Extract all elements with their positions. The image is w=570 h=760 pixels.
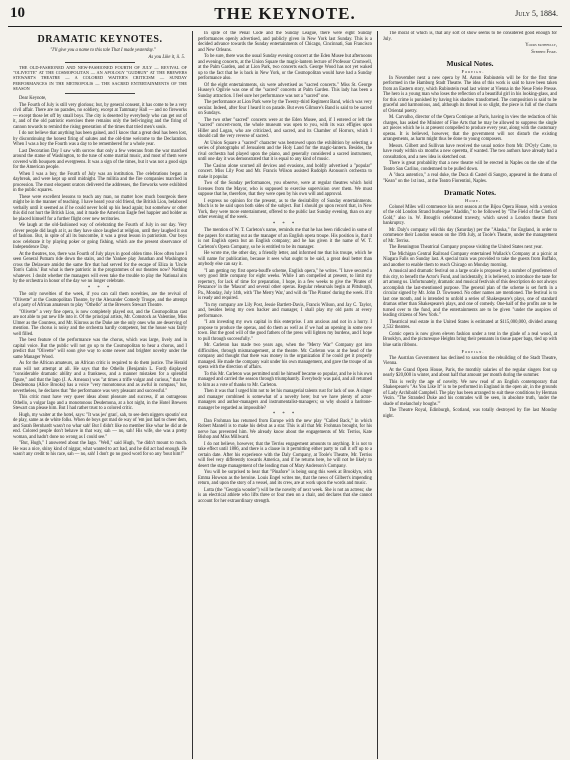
paragraph: The only novelties of the week, if you can call them novelties, are the revival of "Olivette" at the Cosmopolitan Theatre, by the Alexander Comedy Troupe, and the attempt of a party of African amateurs to play "Othello" at the Brewers Stewart Theatre. xyxy=(13,292,187,309)
paragraph: I do not believe that anything has been gained, and I know that a great deal has been lost, by discontinuing the honest firing of salutes and the old-time welcome to the Declaration. When I was a boy the Fourth was a day to be remembered for a whole year. xyxy=(13,131,187,148)
paragraph: The Fourth of July is still very glorious; but, by general consent, it has come to be a very civil affair. There are no parades, no soldiery, except at Tammany Hall — and no fireworks — except those let off by small boys. The city is deserted by everybody who can get out of it, and of the old patriotic exercises there remains only the bell-ringing and the firing of cannon towards to remind the rising generation of the times that tried men's souls. xyxy=(13,102,187,130)
columns xyxy=(8,31,562,759)
paragraph: "But, Hugh," I answered about the Iago. "Well," said Hugh, "he didn't mount to much. He was a nice, shiny kind of niggar, what wanted to act bad, and he did act bad enough. He wasn't any credit to his race, sah — no, sah! I don't go no good word for so any 'bout him!" xyxy=(13,441,187,458)
paragraph: Last Decoration Day I saw with sorrow that only a few veterans from the war marched around the statue of Washington, to the tune of some martial music, and most of them were covered with bouquets and evergreens. It was a sign of the times, but it was not a good sign for the American people. xyxy=(13,148,187,171)
section-heading-dramatic: Dramatic Notes. xyxy=(443,188,497,197)
paragraph: At the Grand Opera House, Paris, the monthly salaries of the regular singers foot up nearly $20,000 in winter, and about half that amount per month during the summer. xyxy=(383,367,557,378)
paragraph: I do not believe, however, that the Terriss engagement amounts to anything. It is not to take effect until 1886, and there is a clause in it permitting either party to call it off up to a certain date. After his experience with the Daly Company, at Toole's Theatre, Mr. Terriss will feel very differently towards America, and if he returns here, he will not be likely to desert the stage management of the leading man of Mary Anderson's Company. xyxy=(198,441,372,469)
paragraph: In spite of the Penal Code and the Sunday League, there were eight Sunday performances openly advertised, and publicly given in New York last Sunday. This is a decided advance towards the Sunday entertainments of Chicago, Cincinnati, San Francisco and New Orleans. xyxy=(198,31,372,53)
subsection-home: Home. xyxy=(464,198,482,203)
paragraph: "Olivette" a very fine opera, is now completely played out, and the Cosmopolitan cast are not able to put new life into it. Of the principal artists, Mr. Comstock as Valentine, Miss Ulmer as the Countess, and Mr. Kinross as the Duke are the only ones who are deserving of mention. The chorus is noisy and the orchestra hardly competent, but the house was fairly well filled. xyxy=(13,309,187,337)
paragraph: Two of the Sunday performances, you observe, were at regular theatres which hold licenses from the Mayor, who is supposed to exercise supervision over them. We must suppose that he, therefore, that they were open by his own will and approval. xyxy=(198,181,372,197)
paragraph: There is great probability that a new theatre will be erected in Naples on the site of the Teatro San Carlino, condemned to be pulled down. xyxy=(383,161,557,172)
paragraph: We laugh at the old-fashioned way of celebrating the Fourth of July in our day. Very clever people did laugh at it, as they have since laughed at religion, until they laughed it out of fashion. But, in spite of all its buncombe, it was a great lesson in patriotism. Our boys now celebrate it by playing poker or going fishing, which are the present observance of Independence Day. xyxy=(13,223,187,251)
paragraph: The Theatre Royal, Edinburgh, Scotland, was totally destroyed by fire last Monday night. xyxy=(383,408,557,419)
paragraph: Dan Frohman has returned from Europe with the new play "Called Back," in which Robert Mantell is to make his debut as a star. This is all that Mr. Frohman brought, for his nerve has prevented him. We already know about the engagements of Mr. Terriss, Kate Bishop and Miss Millward. xyxy=(198,418,372,440)
paragraph: This critic must have very queer ideas about pleasure and success, if an outrageous Othello, a vulgar Iago and a monotonous Desdemona, at a hot night, in the Hotel Brewers Stewart can please him. But I had rather trust to a colored critic. xyxy=(13,395,187,412)
paragraph: Hugh, my waiter at the hotel, says: "It was jes' gran', sah, to see dem niggers spoutin' out de play, same as de white folks. When de boys got mad de way of 'em just had to cheer dem, and Sarah Bernhardt wasn't no whar sah! But I didn't like no member like whar he did at de end. Colored people don't behave in that way, sah — no, sah! His wife, she was a pretty woman, and hadn't done no wrong as I could see." xyxy=(13,412,187,440)
paragraph: You will be surprised to hear that "Pinafore" is being sung this week at Brooklyn, with Emma Howson as the heroine. Louis Engel writes me, that the news of Gilbert's impending return, and upon the story of a vessel, and its crew, are at work upon the words and music. xyxy=(198,470,372,486)
paragraph: Comic opera is now given eleven fashion under a tent in the glade of a real wood, at Brooklyn, and the picturesque Heights bring their pennants in tissue paper bags, tied up with blue satin ribbons. xyxy=(383,331,557,348)
subsection-foreign: Foreign. xyxy=(461,349,485,354)
paragraph: Mr. Carleton has made two years ago, when the "Merry War" Company got into difficulties, through mismanagement, at the theatre. Mr. Carleton was at the head of the company and thought that there was money in the organization if he could get it properly managed. He made the company wait under his own management, and gave the troupe of an opera with the direction of affairs. xyxy=(198,343,372,370)
paragraph: The Casino alone scorned all devices and evasions, and boldly advertised a "popular" concert. Miss Lily Post and Mr. Francis Wilson assisted Rudolph Aronson's orchestra to make it popular. xyxy=(198,163,372,180)
paragraph: The moral of which is, that any sort of show seems to be considered good enough for July. xyxy=(383,31,557,42)
star-separator: * * * xyxy=(272,412,298,417)
epigraph-attribution: As you Like it, ii. 5. xyxy=(148,54,185,60)
page-number: 10 xyxy=(10,5,25,21)
paragraph: Mr. Daly's company will this day (Saturday) per the "Alaska," for England, in order to commence their London season on the 19th July, at Toole's Theatre, under the management of Mr. Terriss. xyxy=(383,227,557,244)
paragraph: Then it was that I urged him not to let his managerial talents rust for lack of use. A singer and manager combined is somewhat of a novelty here; but we have plenty of actor-managers and author-managers and instrumentalist-managers; so why should a baritone-manager be regarded as impossible? xyxy=(198,389,372,411)
paragraph: "In my company are Lily Post, Jessie Bartlett-Davis, Francis Wilson, and Jay C. Taylor, and, besides being my own backer and manager, I shall play my old parts at every performance. xyxy=(198,302,372,319)
paragraph: Lotta (the "Georgia wonder") will be the novelty of next week. She is not an actress; she is an electrical athlete who lifts three or four men on a chair, and declares that she cannot account for her extraordinary strength. xyxy=(198,487,372,504)
column-1 xyxy=(8,31,192,759)
signoff-author: Stephen Fiske. xyxy=(531,49,557,55)
paper-title: THE KEYNOTE. xyxy=(214,4,356,23)
section-heading-musical: Musical Notes. xyxy=(446,59,494,68)
paragraph: "I am investing my own capital in this enterprise. I am anxious and not in a hurry. I propose to produce the operas, and do them as well as if we had an opening in some new town. But the good will of the good fathers of the press will lighten my burdens, and I hope to pull through successfully." xyxy=(198,320,372,342)
epigraph: "I'll give you a name to this tale That I made yesterday." xyxy=(50,48,156,53)
paragraph: "I am getting my first opera-bouffe scheme, English opera," he writes. "I have secured a very good little company for eight weeks. While I am compelled at present, to limit my repertory, for lack of time for preparation, I hope, in a few weeks to give the 'Pirates of Penzance' in the 'Mascot' and several other operas. Regular rehearsals begin at Pittsburgh, Pa., Monday, July 14th, with 'The Merry War,' and will do 'The Pirates' during the week. If it is ready and required. xyxy=(198,268,372,301)
paragraph: When I was a boy, the Fourth of July was an institution. The celebrations began at daybreak, and were kept up until midnight. The militia and the fire companies marched in procession. The most eloquent orators delivered the addresses, the fireworks were exhibited in the public squares. xyxy=(13,171,187,194)
paragraph: The Michigan Central Railroad Company entertained Wallack's Company at a picnic at Niagara Falls on Sunday last. A special train was provided to take the guests from Buffalo, and another to enable them to reach Chicago on Monday morning. xyxy=(383,251,557,268)
paragraph: The performance at Lion Park were by the Twenty-third Regiment Band, which was very secular. Indeed, after four I heard it on parade. But even Gilmore's Band is said to be sacred on Sundays. xyxy=(198,100,372,116)
paragraph: Of the eight entertainments, six were advertised as "sacred concerts." Miss St. George Hussey's Ogilvie was one of the "sacred" concerts at Palm Garden. This lady has been a Sunday attraction. I feel sure her performance was not a "sacred" one. xyxy=(198,82,372,99)
paragraph: The Bennington Theatrical Company propose visiting the United States next year. xyxy=(389,245,543,250)
paragraph: The best feature of the performance was the chorus, which was large, lively and in capital voice. But the public will not go up to the Cosmopolitan to hear a chorus, and I predict that "Olivette" will soon give way to some newer and brighter novelty under the same Manager Wood. xyxy=(13,338,187,360)
paragraph: In November next a new opera by M. Anton Rubinstein will be for the first time performed in the Hamburg Stadt Theatre. The idea of this work is said to have been taken from an Eastern story, which Rubinstein read last winter at Vienna in the Neue Freie Presse. The hero is a young man who loses the reflection of a beautiful girl in his looking-glass, and for this crime is punished by having his shadow transformed. The composition is said to be graceful and harmonious, and, although its thread is so slight, the piece is full of the charm of Oriental poetry. xyxy=(383,75,557,114)
masthead xyxy=(8,4,562,27)
paragraph: The mention of W. T. Carleton's name, reminds me that he has been ridiculed in some of the papers for starting out as the manager of an English opera troupe. His position is, that it is not English opera but an English company; and he has given it the name of W. T. Carleton's Opera Company, so he is entitled to be its manager. xyxy=(198,228,372,250)
paragraph: He wrote me, the other day, a friendly letter, and informed me that his troupe, which he will name for publication, because it sees what ought to be said, a great deal better than anybody else can say it. xyxy=(198,251,372,267)
paragraph: The Austrian Government has declined to sanction the rebuilding of the Stadt Theatre, Vienna. xyxy=(383,355,557,366)
paragraph: At Union Square a "sacred" character was bestowed upon the exhibition by selecting a series of photographs of Jerusalem and the Holy Land for the magic-lantern. Besides, the rival orchestra had played upon the piano, and generally considered a sacred instrument, until one day it was demonstrated that it is equal to any kind of music. xyxy=(198,140,372,162)
article-summary: THE OLD-FASHIONED AND NEW-FASHIONED FOURTH OF JULY — REVIVAL OF "OLIVETTE" AT THE COSMOPOLITAN — AN APOLOGY "GUDRUN" AT THE BREWERS STEWART'S THEATRE — A COLORED WAITER'S CRITICISM — SUNDAY PERFORMANCES IN THE METROPOLIS — THE SACRED ENTERTAINMENTS OF THE SEASON xyxy=(13,65,187,91)
paragraph: A "duca autentico," a real duke, the Duca di Castel di Sangro, appeared in the drama of "Kean" on the 1st inst., at the Teatro Fiorentini, Naples. xyxy=(383,173,557,184)
paragraph: To be sure, there was the usual Sunday evening concert at the Eden Musee but afternoons and evening concerts, at the Union Square the magic-lantern lecture of Professor Cromwell, at the Palm Garden, and at Lion Park, two concerts each. George Wood has not yet waked up to the fact that he is back in New York, or the Cosmopolitan would have had a Sunday performance also. xyxy=(198,54,372,81)
paragraph: M. Carvalho, director of the Opera Comique at Paris, having in view the redaction of his charges, has asked the Minister of Fine Arts that he may be allowed to suppress the single act pieces which he is at present compelled to produce every year, along with the customary operas. It is believed, however, that the government will not disturb the existing arrangements, as harm might thus be done to young composers. xyxy=(383,115,557,142)
paragraph: Colonel Miles will commence his next season at the Bijou Opera House, with a version of the old London Strand burlesque "Aladdin," to be followed by "The Field of the Cloth of Gold," also in. W. Brough's celebrated travesty, which saved a London theatre from bankruptcy. xyxy=(383,204,557,226)
paragraph: As for the African amateurs, an African critic is required to do them justice. The Herald man will not attempt at all. He says that the Othello (Benjamin L. Ford) displayed "considerable dramatic ability and a frankness, and a manner mistaken for a splendid figure," and that the Iago (J. A. Arneaux) was "at times a trifle vulgar and curious," that the Desdemona (Alice Brooks) has a voice "very monotonous and as awful in compass," but, nevertheless, he declares that "the performance was very pleasant and successful." xyxy=(13,361,187,394)
issue-date: July 5, 1884. xyxy=(515,9,558,18)
paragraph: At the theatres, too, there was Fourth of July plays in good olden time. How often have I seen General Putnam ride down the stairs, and the Yankee play Jonathan and Washington cross the Delaware amidst the same fire that had served for the escape of Eliza in 'Uncle Tom's Cabin.' But what is there patriotic in the programmes of our theatres now? Nothing whatever. I doubt whether the managers will even take the trouble to play the National airs by the orchestra in honor of the day we no longer celebrate. xyxy=(13,251,187,285)
column-2 xyxy=(192,31,377,759)
paragraph: The two other "sacred" concerts were at the Eden Musee, and, if I entered or left the "sacred" concert-room, the whole museum was open to you, with its wax effigies upon Hiller and Logan, who are criticized, and sacred, and its Chamber of Horrors, which I should call the very reverse of sacred. xyxy=(198,117,372,139)
paragraph: I express no opinion for the present, as to the desirability of Sunday entertainments. Much is to be said upon both sides of the subject. But I should go upon record that, in New York, they were more entertainment, offered to the public last Sunday evening, than on any other evening of the week. xyxy=(198,198,372,220)
paragraph: These were excellent lessons to teach any man, no matter how much bourgeois there might be in the manner of teaching. I have heard your old friend, the British Lion, belabored verbally until it seemed as if he could never hold up his head again; but somehow or other this did not hurt the British Lion, and it made the American Eagle feel happier and bolder as he placed himself for a further flight over new territories. xyxy=(13,194,187,222)
article-headline: DRAMATIC KEYNOTES. xyxy=(37,34,163,45)
divider xyxy=(65,62,135,63)
salutation: Dear Keynote, xyxy=(19,96,47,102)
paragraph: To this Mr. Carleton was permitted until he himself became so popular, and he is his own managed and carried the season through triumphantly. Everybody was paid, and all returned to him as a vote of thanks to Mr. Carleton. xyxy=(198,371,372,388)
star-separator: * * * xyxy=(87,285,113,291)
divider xyxy=(65,93,135,94)
subsection-foreign: Foreign. xyxy=(461,69,485,74)
paragraph: This is verily the age of novelty. We now read of an English contemporary that Shakespeare's "As You Like It" is to be performed in England in the open air, in the grounds of Lady Archibald Campbell. The play has been arranged to suit these conditions by Herman Vezin. "The Stranded Duke and his comrades will be seen, in absolute truth, 'under the shade of melancholy boughs.'" xyxy=(383,379,557,407)
paragraph: A musical and dramatic festival on a large scale is proposed by a number of gentlemen of this city, to benefit the Actor's Fund, and incidentally, it is believed, to introduce the taste for art among us. Unfortunately, dramatic and musical festivals of this description do not always accomplish the last-mentioned purpose. The general plan of the scheme is set forth in a circular signed by Mr. John D. Townsend. No other names are mentioned. The festival is to last one month, and is intended to unfold a series of Shakespeare's plays, one of standard dramas other than Shakespeare's plays, and one of comedy. One-half of the profits are to be turned over to the fund, and the entertainments are to be given "under the auspices of leading citizens of New York." xyxy=(383,269,558,318)
paragraph: Messrs. Gilbert and Sullivan have received the usual notice from Mr. D'Oyly Carte, to have ready within six months a new operetta, if wanted. The two authors have already had a consultation, and a new idea is sketched out. xyxy=(383,143,557,160)
signoff-closing: Yours faithfully, xyxy=(525,43,557,48)
paragraph: Theatrical real estate in the United States is estimated at $115,000,000, divided among 2,532 theatres. xyxy=(383,319,557,330)
column-3 xyxy=(377,31,562,759)
star-separator: * * * xyxy=(272,221,298,227)
